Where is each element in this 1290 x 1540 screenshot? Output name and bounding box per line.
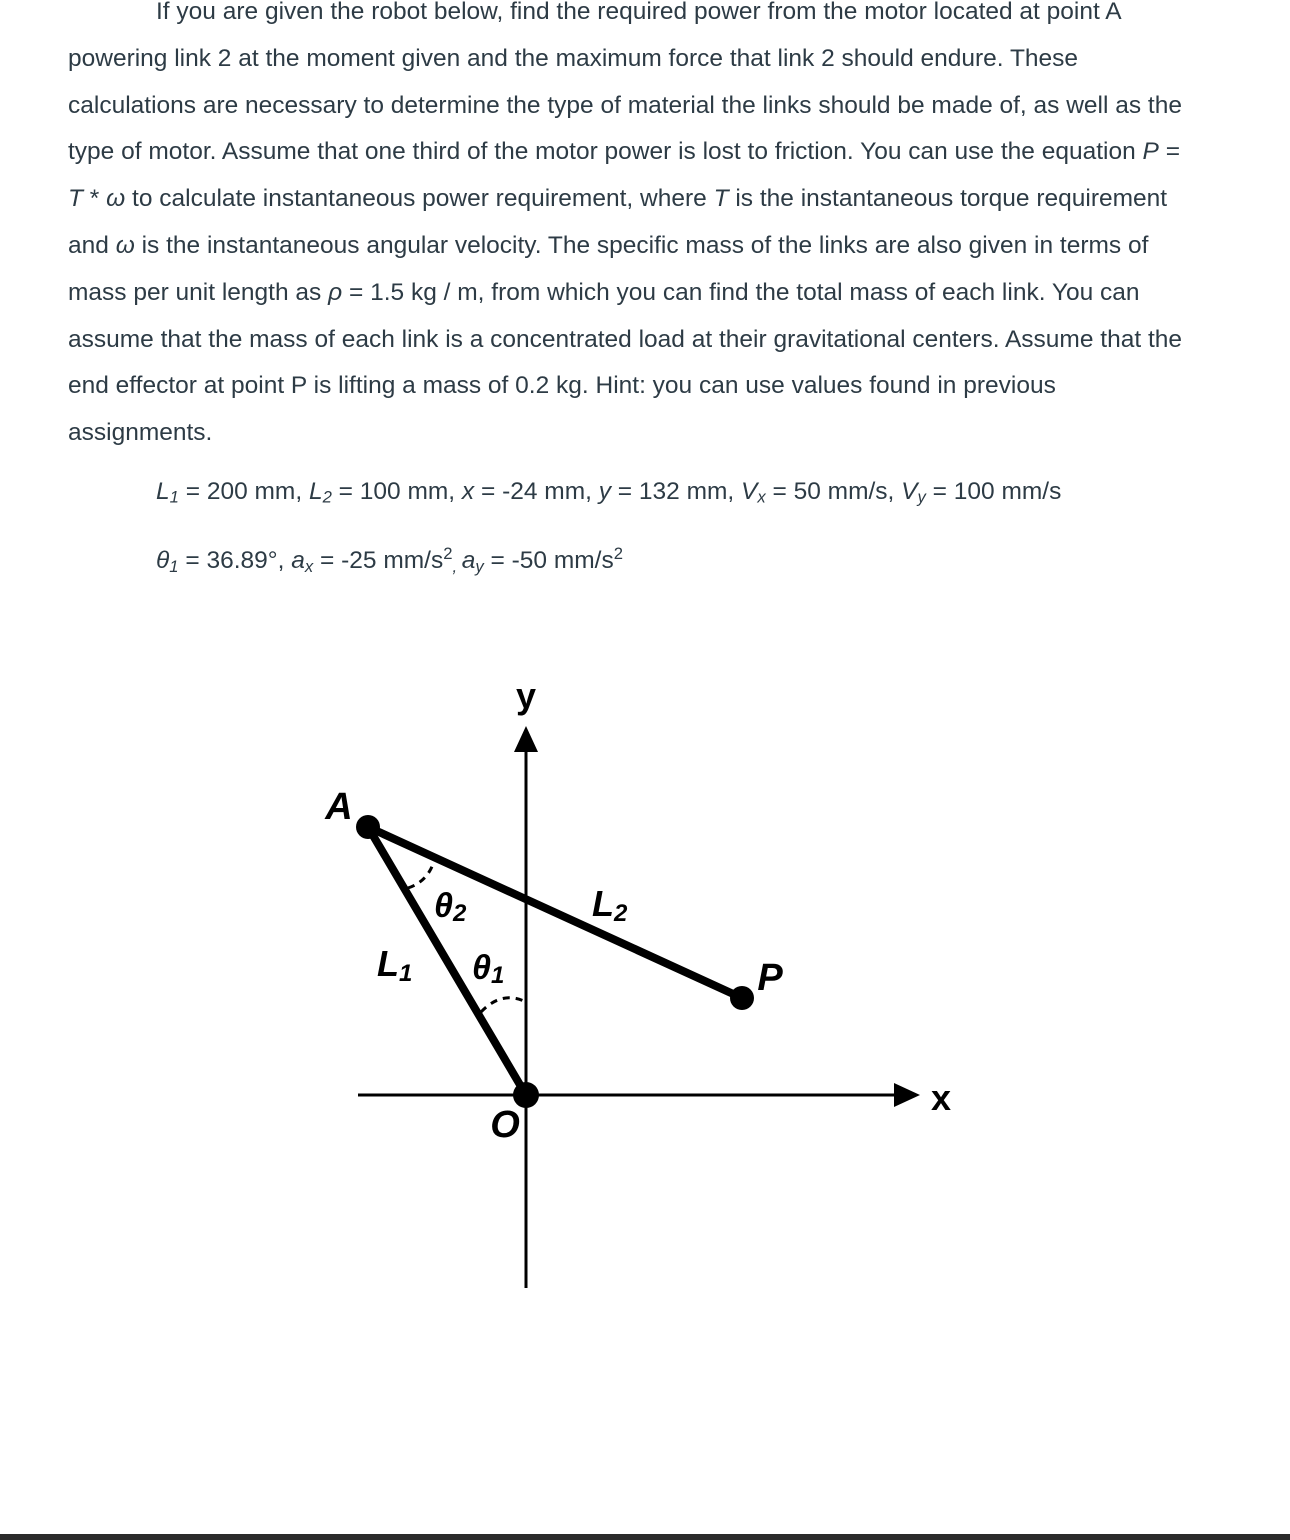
theta1-label-subscript: 1	[490, 962, 505, 989]
theta2-label-symbol: θ	[434, 887, 453, 925]
theta2-label	[434, 887, 467, 927]
theta1-label	[472, 949, 504, 989]
problem-text-4: is the instantaneous angular velocity. The specific mass of the links are also given in terms of mass per unit length as	[68, 231, 1149, 306]
y-value: = 132 mm,	[610, 478, 742, 505]
y-axis-label: y	[515, 675, 537, 716]
Vy-value: = 100 mm/s	[925, 478, 1062, 505]
ay-value: = -50 mm/s	[483, 547, 614, 575]
problem-text-1: If you are given the robot below, find the required power from the motor located at point A powering link 2 at the moment given and the maximum force that link 2 should endure. These calculations are necessary to determine the type of material the links should be made of, as well as the type of motor. Assume that one third of the motor power is lost to friction. You can use the equation	[68, 0, 1182, 166]
point-P-label: P	[757, 957, 783, 999]
L1-value: = 200 mm,	[178, 478, 309, 505]
x-symbol: x	[461, 478, 475, 505]
L2-symbol: L	[308, 478, 323, 505]
problem-text-5: = 1.5 kg / m, from which you can find the total mass of each link. You can assume that the mass of each link is a concentrated load at their gravitational centers. Assume that the end effector at point P is lifting a mass of 0.2 kg. Hint: you can use values found in previous assignments.	[68, 278, 1182, 447]
Vx-symbol: V	[741, 478, 758, 505]
theta2-label-subscript: 2	[452, 900, 467, 927]
bottom-border-bar	[0, 1534, 1290, 1540]
x-axis-label: x	[930, 1077, 952, 1118]
ax-value: = -25 mm/s	[313, 547, 444, 575]
omega-var: ω	[115, 231, 135, 259]
Vx-subscript: x	[757, 487, 766, 507]
ay-superscript: 2	[613, 544, 623, 563]
theta1-label-symbol: θ	[472, 949, 491, 987]
link1-subscript: 1	[399, 960, 413, 987]
link-2	[368, 827, 742, 998]
theta1-subscript: 1	[169, 556, 179, 576]
link2-symbol: L	[592, 883, 614, 924]
link2-label	[592, 883, 628, 927]
ax-symbol: a	[291, 547, 305, 575]
problem-text-2: to calculate instantaneous power requirement, where	[125, 185, 714, 213]
theta1-angle-arc	[481, 998, 526, 1012]
L2-subscript: 2	[322, 487, 332, 507]
theta1-symbol: θ	[156, 547, 170, 575]
link1-symbol: L	[377, 943, 399, 984]
point-A-label: A	[325, 786, 353, 828]
eq-times: *	[82, 185, 107, 213]
theta1-value: = 36.89°,	[178, 547, 292, 575]
eq-power-var: P	[1142, 138, 1159, 166]
problem-text-3: is the instantaneous torque requirement and	[68, 185, 1168, 259]
eq-torque-var: T	[68, 185, 83, 213]
Vx-value: = 50 mm/s,	[765, 478, 902, 505]
link2-subscript: 2	[614, 900, 628, 927]
L1-subscript: 1	[169, 487, 179, 507]
point-O-label: O	[490, 1104, 520, 1146]
rho-var: ρ	[328, 278, 343, 306]
L2-value: = 100 mm,	[331, 478, 462, 505]
eq-equals: =	[1158, 138, 1181, 166]
L1-symbol: L	[156, 478, 170, 505]
ay-subscript: y	[475, 556, 484, 576]
y-axis-arrowhead	[514, 726, 538, 752]
link1-label	[377, 943, 412, 987]
ay-symbol: a	[461, 547, 476, 575]
end-effector-P	[730, 986, 754, 1010]
eq-omega-var: ω	[106, 185, 126, 213]
torque-var: T	[713, 185, 729, 213]
x-axis-arrowhead	[894, 1083, 920, 1107]
y-symbol: y	[598, 478, 611, 505]
Vy-subscript: y	[917, 487, 926, 507]
Vy-symbol: V	[901, 478, 918, 505]
ax-superscript: 2	[443, 544, 453, 563]
x-value: = -24 mm,	[474, 478, 599, 505]
joint-A	[356, 815, 380, 839]
ax-separator: ,	[452, 556, 462, 576]
ax-subscript: x	[304, 556, 314, 576]
